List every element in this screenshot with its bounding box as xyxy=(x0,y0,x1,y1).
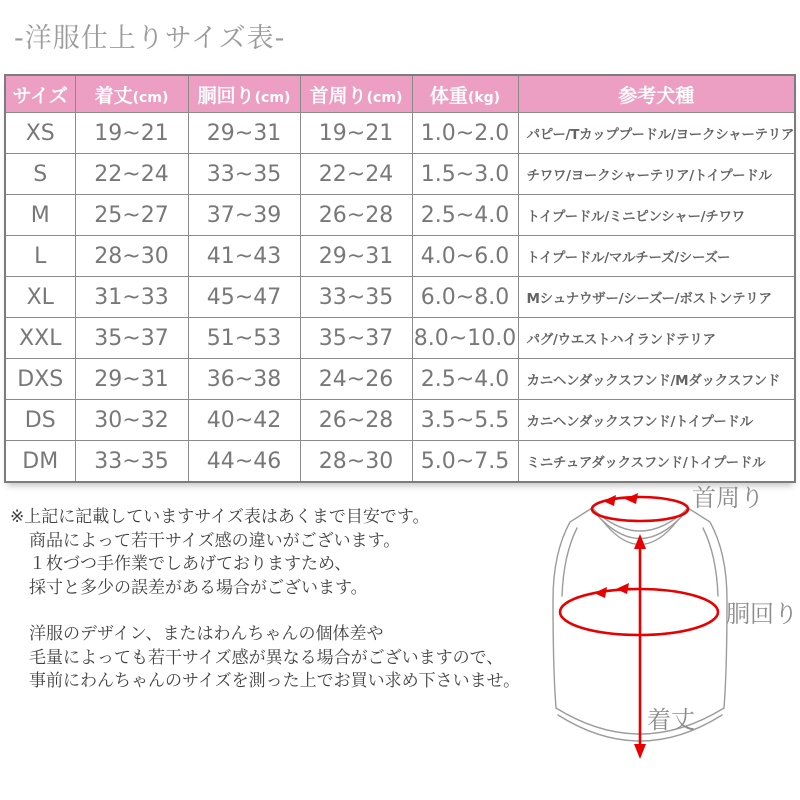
length-cell: 31~33 xyxy=(75,277,188,318)
size-cell: XS xyxy=(5,113,75,154)
table-row xyxy=(5,195,795,236)
size-cell: XL xyxy=(5,277,75,318)
size-cell: DXS xyxy=(5,359,75,400)
col-header-neck-label: 首周り xyxy=(309,84,367,107)
girth-cell: 41~43 xyxy=(188,236,300,277)
length-up-arrowhead-icon xyxy=(634,534,646,549)
length-cell: 29~31 xyxy=(75,359,188,400)
weight-cell: 5.0~7.5 xyxy=(412,441,518,483)
note-line: 事前にわんちゃんのサイズを測った上でお買い求め下さいませ。 xyxy=(29,671,521,691)
size-cell: DM xyxy=(5,441,75,483)
girth-cell: 36~38 xyxy=(188,359,300,400)
col-header-length xyxy=(75,75,188,113)
size-cell: DS xyxy=(5,400,75,441)
length-label: 着丈 xyxy=(647,706,695,734)
col-header-neck-unit: (cm) xyxy=(366,89,403,106)
notes-paragraph-2 xyxy=(10,623,520,694)
size-table xyxy=(4,74,796,483)
table-row xyxy=(5,400,795,441)
girth-cell: 29~31 xyxy=(188,113,300,154)
col-header-size-label: サイズ xyxy=(12,84,68,107)
girth-arrowhead-icon xyxy=(616,583,629,594)
neck-cell: 35~37 xyxy=(300,318,412,359)
size-cell: M xyxy=(5,195,75,236)
neck-arrowhead-icon xyxy=(603,495,616,506)
girth-cell: 44~46 xyxy=(188,441,300,483)
size-table-body xyxy=(5,113,795,483)
table-row xyxy=(5,154,795,195)
breeds-cell: Mシュナウザー/シーズー/ボストンテリア xyxy=(518,277,795,318)
neck-arrowhead-icon xyxy=(625,493,638,504)
weight-cell: 4.0~6.0 xyxy=(412,236,518,277)
breeds-cell: ミニチュアダックスフンド/トイプードル xyxy=(518,441,795,483)
neck-cell: 33~35 xyxy=(300,277,412,318)
breeds-cell: トイプードル/ミニピンシャー/チワワ xyxy=(518,195,795,236)
weight-cell: 1.5~3.0 xyxy=(412,154,518,195)
girth-cell: 45~47 xyxy=(188,277,300,318)
col-header-girth-unit: (cm) xyxy=(254,89,291,106)
neck-cell: 26~28 xyxy=(300,400,412,441)
col-header-breeds xyxy=(518,75,795,113)
girth-cell: 40~42 xyxy=(188,400,300,441)
girth-cell: 33~35 xyxy=(188,154,300,195)
size-cell: S xyxy=(5,154,75,195)
neck-cell: 29~31 xyxy=(300,236,412,277)
col-header-girth-label: 胴回り xyxy=(197,84,255,107)
length-down-arrowhead-icon xyxy=(634,744,646,759)
breeds-cell: カニヘンダックスフンド/トイプードル xyxy=(518,400,795,441)
length-cell: 28~30 xyxy=(75,236,188,277)
neck-cell: 24~26 xyxy=(300,359,412,400)
girth-label: 胴回り xyxy=(726,600,798,628)
length-cell: 22~24 xyxy=(75,154,188,195)
note-line: １枚づつ手作業でしあげておりますため、 xyxy=(29,554,352,574)
breeds-cell: トイプードル/マルチーズ/シーズー xyxy=(518,236,795,277)
col-header-girth xyxy=(188,75,300,113)
col-header-length-label: 着丈 xyxy=(94,84,133,107)
col-header-weight xyxy=(412,75,518,113)
neck-cell: 22~24 xyxy=(300,154,412,195)
neck-cell: 19~21 xyxy=(300,113,412,154)
col-header-length-unit: (cm) xyxy=(132,89,169,106)
table-row xyxy=(5,236,795,277)
note-line: 洋服のデザイン、またはわんちゃんの個体差や xyxy=(29,624,384,644)
length-cell: 33~35 xyxy=(75,441,188,483)
page-title: -洋服仕上りサイズ表- xyxy=(14,23,286,54)
col-header-neck xyxy=(300,75,412,113)
breeds-cell: パピー/Tカッププードル/ヨークシャーテリア xyxy=(518,113,795,154)
weight-cell: 2.5~4.0 xyxy=(412,195,518,236)
col-header-weight-unit: (kg) xyxy=(467,89,501,106)
breeds-cell: パグ/ウエストハイランドテリア xyxy=(518,318,795,359)
girth-arrowhead-icon xyxy=(594,587,607,598)
length-cell: 35~37 xyxy=(75,318,188,359)
girth-cell: 51~53 xyxy=(188,318,300,359)
length-cell: 30~32 xyxy=(75,400,188,441)
size-cell: L xyxy=(5,236,75,277)
col-header-weight-label: 体重 xyxy=(429,84,468,107)
neck-label: 首周り xyxy=(692,484,764,512)
col-header-size xyxy=(5,75,75,113)
weight-cell: 2.5~4.0 xyxy=(412,359,518,400)
girth-cell: 37~39 xyxy=(188,195,300,236)
table-row xyxy=(5,359,795,400)
breeds-cell: カニヘンダックスフンド/Mダックスフンド xyxy=(518,359,795,400)
table-row xyxy=(5,277,795,318)
weight-cell: 3.5~5.5 xyxy=(412,400,518,441)
weight-cell: 8.0~10.0 xyxy=(412,318,518,359)
size-table-header xyxy=(5,75,795,113)
table-row xyxy=(5,318,795,359)
breeds-cell: チワワ/ヨークシャーテリア/トイプードル xyxy=(518,154,795,195)
length-cell: 25~27 xyxy=(75,195,188,236)
size-cell: XXL xyxy=(5,318,75,359)
notes xyxy=(10,506,520,717)
note-line: 採寸と多少の誤差がある場合がございます。 xyxy=(29,577,368,598)
note-line: ※上記に記載していますサイズ表はあくまで目安です。 xyxy=(10,507,430,527)
notes-paragraph-1 xyxy=(10,506,520,600)
weight-cell: 1.0~2.0 xyxy=(412,113,518,154)
table-row xyxy=(5,113,795,154)
weight-cell: 6.0~8.0 xyxy=(412,277,518,318)
neck-cell: 28~30 xyxy=(300,441,412,483)
length-cell: 19~21 xyxy=(75,113,188,154)
neck-cell: 26~28 xyxy=(300,195,412,236)
note-line: 毛量によっても若干サイズ感が異なる場合がございますので、 xyxy=(29,647,504,668)
note-line: 商品によって若干サイズ感の違いがございます。 xyxy=(29,530,401,551)
dog-shirt-measurement-diagram xyxy=(520,470,800,800)
header-row xyxy=(5,75,795,113)
col-header-breeds-label: 参考犬種 xyxy=(618,84,695,107)
